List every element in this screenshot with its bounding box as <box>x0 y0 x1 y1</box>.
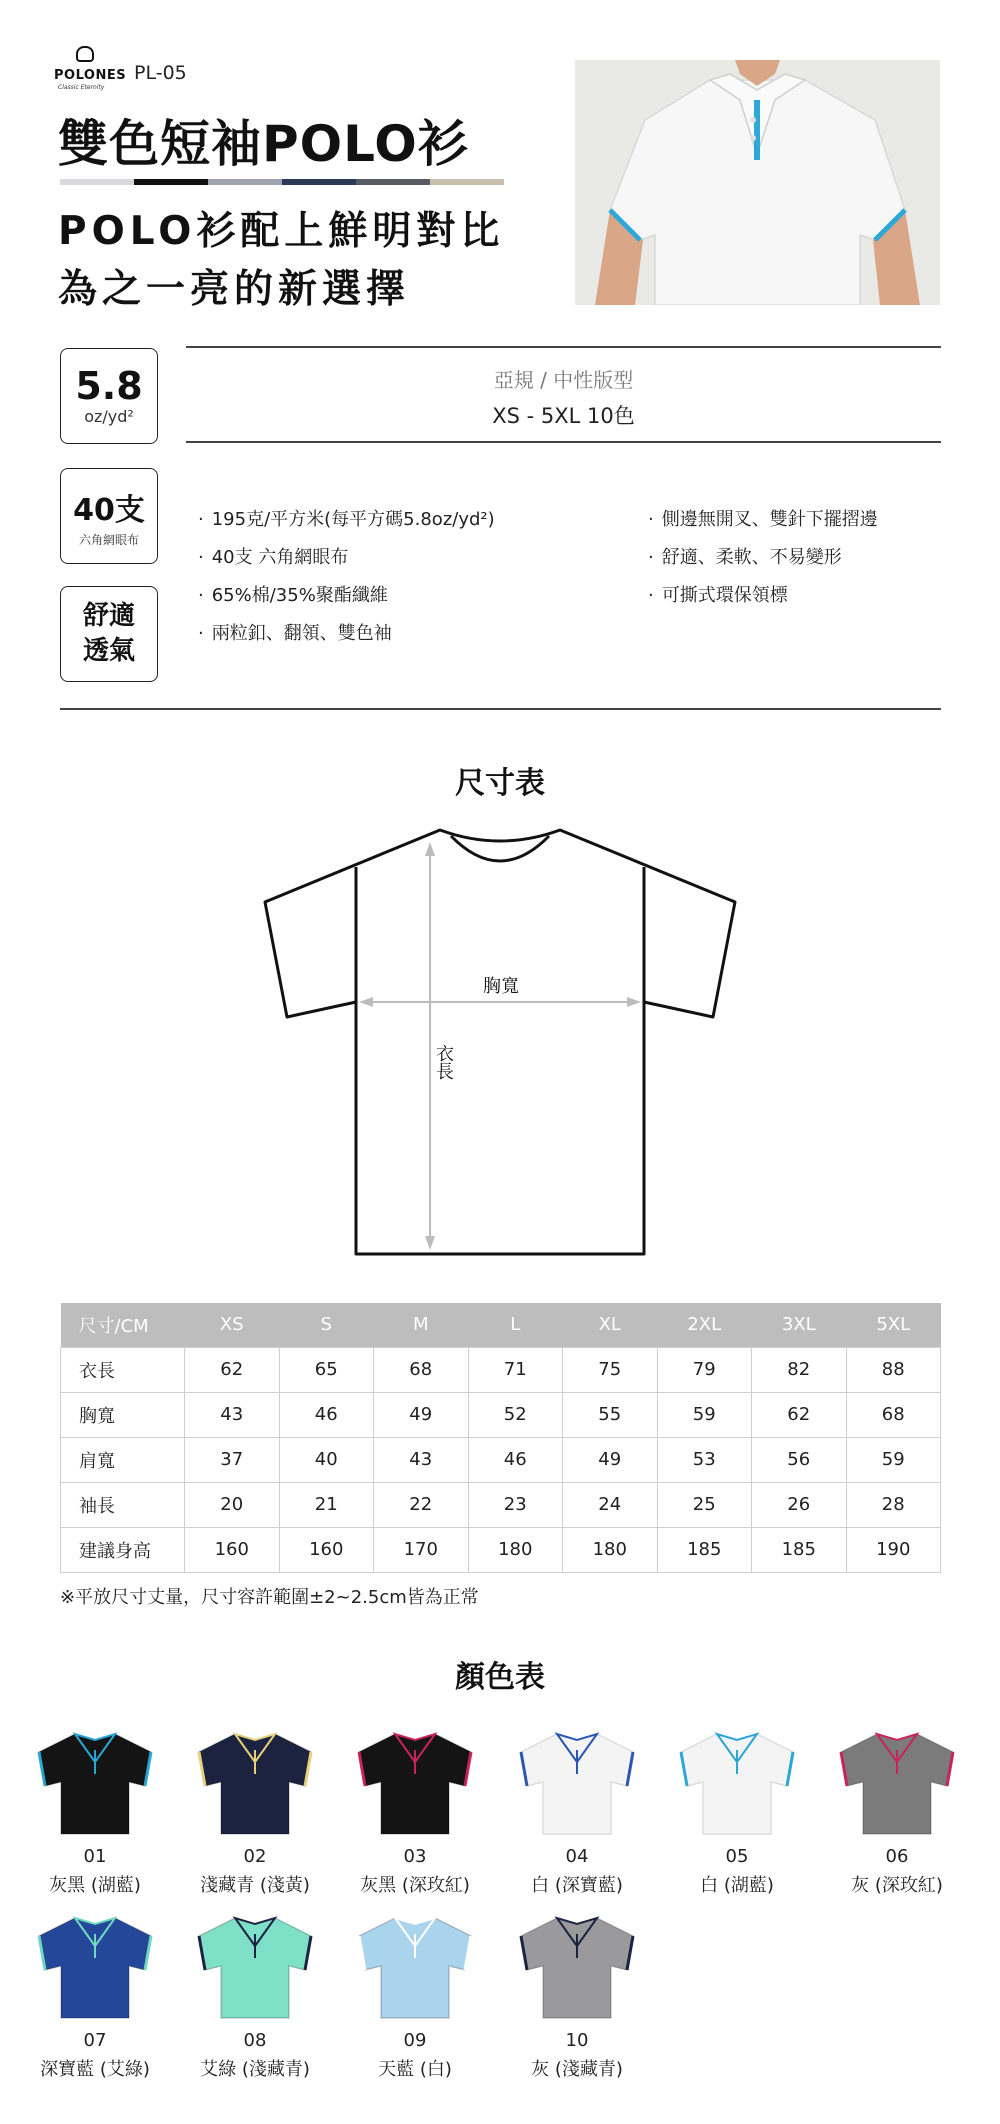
size-header: XS <box>185 1303 280 1347</box>
feature-right-1: · 側邊無開叉、雙針下擺摺邊 <box>648 505 878 531</box>
color-bar-segment <box>208 179 282 185</box>
yarn-count-value: 40支 <box>73 492 145 528</box>
brand-tagline: Classic Eternity <box>58 84 105 91</box>
table-cell: 43 <box>374 1437 469 1482</box>
size-header: S <box>279 1303 374 1347</box>
color-number: 10 <box>565 2030 589 2051</box>
table-cell: 180 <box>468 1527 563 1572</box>
polo-shirt-icon <box>835 1728 959 1838</box>
row-label: 建議身高 <box>61 1527 185 1572</box>
color-swatch <box>497 1728 657 1897</box>
size-header: 3XL <box>752 1303 847 1347</box>
title-color-bar <box>60 179 504 185</box>
polo-shirt-icon <box>675 1728 799 1838</box>
table-cell: 180 <box>563 1527 658 1572</box>
yarn-count-badge <box>60 468 158 564</box>
color-number: 05 <box>725 1846 749 1867</box>
fabric-weight-unit: oz/yd² <box>84 407 134 427</box>
table-cell: 160 <box>279 1527 374 1572</box>
table-cell: 59 <box>846 1437 941 1482</box>
product-code: PL-05 <box>134 62 187 84</box>
brand-logo <box>54 44 127 96</box>
size-range: XS - 5XL 10色 <box>492 404 635 428</box>
table-row <box>61 1482 941 1527</box>
table-cell: 53 <box>657 1437 752 1482</box>
table-cell: 28 <box>846 1482 941 1527</box>
chest-width-label: 胸寬 <box>483 976 519 997</box>
table-cell: 190 <box>846 1527 941 1572</box>
color-name: 淺藏青 (淺黃) <box>200 1875 310 1896</box>
color-swatch <box>15 1728 175 1897</box>
color-chart-title: 顏色表 <box>455 1660 545 1695</box>
color-swatch <box>657 1728 817 1897</box>
comfort-badge <box>60 586 158 682</box>
table-cell: 22 <box>374 1482 469 1527</box>
color-name: 白 (湖藍) <box>700 1875 774 1896</box>
table-cell: 170 <box>374 1527 469 1572</box>
table-row <box>61 1437 941 1482</box>
feature-right-2: · 舒適、柔軟、不易變形 <box>648 543 842 569</box>
size-header: L <box>468 1303 563 1347</box>
brand-emblem-icon <box>76 46 94 62</box>
table-cell: 185 <box>752 1527 847 1572</box>
color-swatch <box>15 1912 175 2081</box>
table-row <box>61 1527 941 1572</box>
color-bar-segment <box>282 179 356 185</box>
size-table-header <box>61 1303 941 1347</box>
fabric-weight-badge <box>60 348 158 444</box>
size-header: 5XL <box>846 1303 941 1347</box>
color-swatch <box>497 1912 657 2081</box>
table-cell: 37 <box>185 1437 280 1482</box>
table-cell: 65 <box>279 1347 374 1392</box>
table-cell: 23 <box>468 1482 563 1527</box>
table-cell: 46 <box>468 1437 563 1482</box>
product-subtitle-line2: 為之一亮的新選擇 <box>58 267 411 312</box>
table-cell: 62 <box>185 1347 280 1392</box>
polo-shirt-icon <box>353 1728 477 1838</box>
feature-left-1: · 195克/平方米(每平方碼5.8oz/yd²) <box>198 505 495 531</box>
polo-shirt-icon <box>193 1912 317 2022</box>
size-header-label: 尺寸/CM <box>61 1303 185 1347</box>
color-bar-segment <box>134 179 208 185</box>
table-cell: 68 <box>374 1347 469 1392</box>
polo-shirt-icon <box>353 1912 477 2022</box>
feature-left-2: · 40支 六角網眼布 <box>198 543 348 569</box>
size-header: M <box>374 1303 469 1347</box>
fit-type: 亞規 / 中性版型 <box>493 368 634 392</box>
polo-shirt-icon <box>33 1728 157 1838</box>
color-name: 深寶藍 (艾綠) <box>40 2059 150 2080</box>
color-swatch <box>335 1912 495 2081</box>
row-label: 胸寬 <box>61 1392 185 1437</box>
product-subtitle-line1: POLO衫配上鮮明對比 <box>58 209 505 254</box>
table-cell: 20 <box>185 1482 280 1527</box>
table-cell: 59 <box>657 1392 752 1437</box>
section-divider <box>60 708 941 710</box>
polo-shirt-icon <box>33 1912 157 2022</box>
table-cell: 46 <box>279 1392 374 1437</box>
table-cell: 185 <box>657 1527 752 1572</box>
table-cell: 160 <box>185 1527 280 1572</box>
color-name: 灰黑 (湖藍) <box>49 1875 141 1896</box>
color-bar-segment <box>356 179 430 185</box>
color-number: 08 <box>243 2030 267 2051</box>
polo-shirt-icon <box>515 1728 639 1838</box>
fit-divider-top <box>186 346 941 348</box>
color-number: 03 <box>403 1846 427 1867</box>
table-cell: 82 <box>752 1347 847 1392</box>
color-bar-segment <box>60 179 134 185</box>
color-name: 灰黑 (深玫紅) <box>360 1875 470 1896</box>
size-header: 2XL <box>657 1303 752 1347</box>
feature-right-3: · 可撕式環保領標 <box>648 581 788 607</box>
yarn-fabric-desc: 六角網眼布 <box>78 532 139 547</box>
product-title: 雙色短袖POLO衫 <box>58 115 469 173</box>
color-name: 灰 (深玫紅) <box>851 1875 943 1896</box>
color-number: 09 <box>403 2030 427 2051</box>
feature-left-3: · 65%棉/35%聚酯纖維 <box>198 581 388 607</box>
table-cell: 21 <box>279 1482 374 1527</box>
table-row <box>61 1347 941 1392</box>
row-label: 衣長 <box>61 1347 185 1392</box>
color-number: 07 <box>83 2030 107 2051</box>
comfort-line1: 舒適 <box>82 600 135 631</box>
table-cell: 88 <box>846 1347 941 1392</box>
table-cell: 62 <box>752 1392 847 1437</box>
size-chart-title: 尺寸表 <box>455 766 545 801</box>
table-cell: 26 <box>752 1482 847 1527</box>
row-label: 肩寬 <box>61 1437 185 1482</box>
color-swatch <box>175 1912 335 2081</box>
color-number: 02 <box>243 1846 267 1867</box>
color-swatch <box>335 1728 495 1897</box>
feature-left-4: · 兩粒釦、翻領、雙色袖 <box>198 619 392 645</box>
table-cell: 40 <box>279 1437 374 1482</box>
table-cell: 71 <box>468 1347 563 1392</box>
color-number: 01 <box>83 1846 107 1867</box>
size-note: ※平放尺寸丈量，尺寸容許範圍±2~2.5cm皆為正常 <box>60 1587 479 1608</box>
color-swatch <box>817 1728 977 1897</box>
table-cell: 24 <box>563 1482 658 1527</box>
table-cell: 55 <box>563 1392 658 1437</box>
product-photo <box>575 60 940 305</box>
polo-shirt-icon <box>515 1912 639 2022</box>
comfort-line2: 透氣 <box>82 636 135 666</box>
brand-name: POLONES <box>54 68 127 83</box>
size-header: XL <box>563 1303 658 1347</box>
table-cell: 43 <box>185 1392 280 1437</box>
table-cell: 25 <box>657 1482 752 1527</box>
polo-shirt-icon <box>193 1728 317 1838</box>
color-name: 天藍 (白) <box>378 2059 452 2080</box>
table-row <box>61 1392 941 1437</box>
table-cell: 49 <box>374 1392 469 1437</box>
table-cell: 79 <box>657 1347 752 1392</box>
table-cell: 68 <box>846 1392 941 1437</box>
table-cell: 56 <box>752 1437 847 1482</box>
table-cell: 49 <box>563 1437 658 1482</box>
color-number: 06 <box>885 1846 909 1867</box>
size-table <box>60 1303 941 1573</box>
body-length-label: 衣長 <box>433 1044 454 1080</box>
table-cell: 52 <box>468 1392 563 1437</box>
table-cell: 75 <box>563 1347 658 1392</box>
color-swatch <box>175 1728 335 1897</box>
shirt-measurement-diagram <box>255 822 745 1262</box>
color-bar-segment <box>430 179 504 185</box>
fit-divider-bottom <box>186 441 941 443</box>
color-number: 04 <box>565 1846 589 1867</box>
color-name: 白 (深寶藍) <box>531 1875 623 1896</box>
color-name: 灰 (淺藏青) <box>531 2059 623 2080</box>
fabric-weight-value: 5.8 <box>75 363 143 408</box>
row-label: 袖長 <box>61 1482 185 1527</box>
color-name: 艾綠 (淺藏青) <box>200 2059 310 2080</box>
